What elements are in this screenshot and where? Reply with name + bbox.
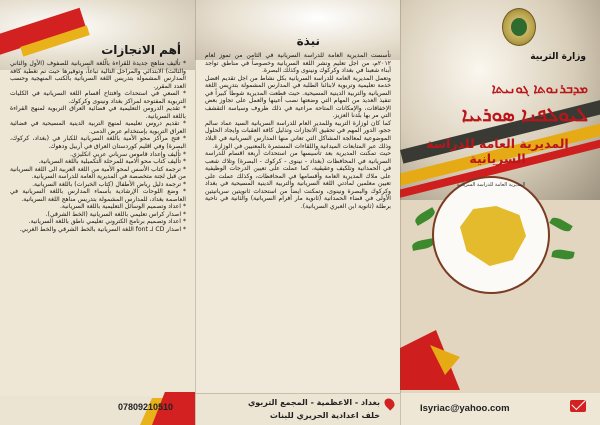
fold-line [400,0,401,425]
address-line-1: بغداد - الاعظمية - المجمع التربوي [247,398,380,407]
achievement-item: * تقديم الدروس التعليمية في فضائية العراق التربوية لمنهج القراءة باللغة السريانية. [10,105,186,120]
achievement-item: * تأليف مناهج جديدة للقراءة بالّلغة السريانية للصفوف (الأول والثاني والثالث) الابتدائي والمراحل التالية تباعاً، وتوفيرها حيث تم تغطية كافة المدارس المشمولة بتدريس اللغة السريانية بالكتب المنهجية وحسب العدد المقرر. [10,60,186,90]
ministry-name: وزارة التربية [530,52,586,62]
about-paragraph: كما كان لوزارة التربية وللمدير العام للدراسة السريانية السيد عماد سالم ججو، الدور المهم في تحقيق الانجازات وتذليل كافة العقبات وايجاد الحلول الموضوعية لمعالجة المشاكل التي تعاني منها المدارس السريانية في البلاد وذلك عبر المتابعات الميدانية واللقاءات المستمرة بالمعنيين في الوزارة. [205,119,391,150]
achievement-item: * السعي في استحداث وافتتاح أقسام اللغة السريانية في الكليات التربوية المفتوحة لمراكز بغداد ونينوى وكركوك. [10,90,186,105]
directorate-title: المديرية العامة للدراسة السريانية [426,136,569,166]
about-heading: نبذة [296,34,320,48]
achievements-panel [0,0,195,425]
achievement-item: * وضع اللوحات الإرشادية بأسماء المدارس باللغة السريانية في العاصمة بغداد، للمدارس المشمولة بتدريس مناهج اللغة السريانية. [10,188,186,203]
email-address[interactable]: Isyriac@yahoo.com [420,403,510,414]
iraq-map-icon [460,206,526,266]
syriac-title-line-1: ܡܕܒܪܢܘܬܐ ܓܘܢܝܬܐ [491,82,588,97]
cloud-background [195,0,400,60]
mail-icon [570,400,586,412]
achievement-item: * تأليف وإعداد قاموس سرياني عربي انكليزي. [70,150,186,158]
fold-line [195,0,196,425]
about-panel [195,0,400,425]
cover-panel [400,0,600,425]
achievements-list [10,60,186,234]
achievement-item: * اعداد وتصميم الوسائل التعليمية باللغة السريانية. [59,203,186,211]
location-pin-icon [382,396,396,410]
achievement-item: * اصدار كراس تعليمي باللغة السريانية (الخط الشرقي). [45,210,186,218]
achievement-item: * ترجمة كتاب الأسس لمحو الأمية من اللغة العربية الى اللغة السريانية من قبل لجنة متخصصة في المديرية العامة للدراسة السريانية. [10,165,186,181]
achievement-item: * تأليف كتاب محو الامية للمرحلة التكميلية باللغة السريانية. [38,158,186,166]
logo-ring-text: المديرية العامة للدراسة السريانية [456,182,526,188]
achievements-heading: أهم الانجازات [101,43,181,57]
phone-number[interactable]: 07809210510 [118,402,174,412]
address-line-2: خلف اعدادية الحريري للبنات [269,411,380,420]
achievement-item: * اعداد وتصميم برنامج الكتروني تعليمي ناطق باللغة السريانية. [28,218,186,226]
directorate-logo [432,176,550,294]
leaf-icon [549,215,573,234]
about-paragraph: تأسست المديرية العامة للدراسة السريانية في الثامن من تموز لعام ٢٠١٢م، من اجل تعليم ونشر اللغة السريانية وخصوصاً في مناطق تواجد أبناء شعبنا في بغداد وكركوك ونينوى وكذلك البصرة. [205,52,391,75]
about-paragraph: حيث تمكنت المديرية بعد تأسيسها من استحداث أربعة اقسام للدراسة السريانية في المحافظات (بغداد - نينوى - كركوك - البصرة) وتلاك شعب في الحمدانية وتلكيف وعقيقية، كما عملت على تعيين الدرجات الوظيفية على ملاك المديرية العامة وأقسامها في المحافظات، وكذلك عملت على تعيين معلمين لمادتي اللغة السريانية والتربية الدينية المسيحية في بغداد وكركوك والبصرة ونينوى، وتمكنت ايضاً من استحداث ثانويتين سريانيتين الأولى في قضاء الحمدانية (ثانوية مار أفرام السريانية) والثانية في ناحية برطلة (ثانوية ابن العبري السريانية). [205,150,391,210]
about-paragraph: وتعمل المديرية العامة للدراسة السريانية بكل نشاط من اجل تقديم افضل خدمة تعليمية وتربوية لابنائنا الطلبة في المدارس المشمولة بتدريس اللغة السريانية والتربية الدينية المسيحية. حيث قطعت المديرية شوطاً كبيراً في تنفيذ العديد من المهام التي وضعتها نصب أعينها والعمل على تجاوز بعض الإخفاقات، والإمكانات المتاحة مراعية في ذلك ظروف وسياسة التقشف التي مر بها بلدنا العزيز. [205,74,391,120]
address-box [195,393,400,425]
achievement-item: * اصدار CD لـ font اللغة السريانية بالخط الشرقي والخط الغربي. [19,226,186,234]
achievement-item: * فتح مراكز محو الأمية باللغة السريانية للكبار في (بغداد، كركوك، البصرة) وفي اقليم كوردستان العراق في أربيل ودهوك. [10,135,186,151]
leaf-icon [551,248,574,261]
leaf-icon [411,238,434,251]
about-text [205,52,391,210]
achievement-item: * تقديم دروس تعليمية لمنهج التربية الدينية المسيحية في فضائية العراق التربوية بإستخدام عرض الدمى. [10,120,186,135]
syriac-title-line-2: ܠܝܘܠܦܢܐ ܣܘܪܝܝܐ [461,104,588,126]
achievement-item: * ترجمة دليل رياض الأطفال (كتاب الخبرات) باللغة السريانية. [32,180,186,188]
ministry-emblem-icon [502,8,536,46]
